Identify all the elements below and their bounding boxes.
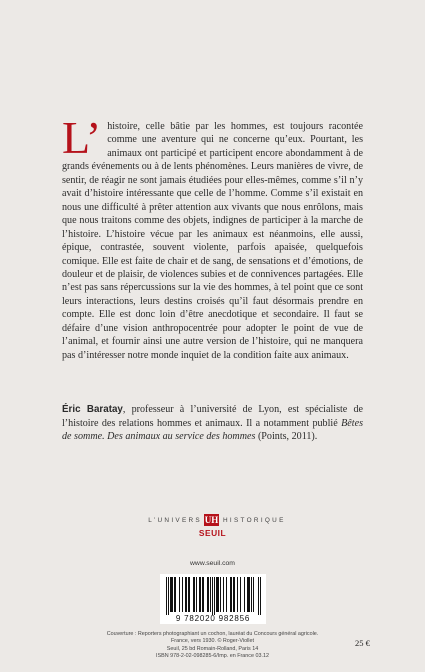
drop-cap: L’ bbox=[62, 112, 102, 163]
credit-line: ISBN 978-2-02-098285-6/Imp. en France 03.12 bbox=[156, 652, 269, 659]
credit-line: Couverture : Reporters photographiant un cochon, lauréat du Concours général agricole. bbox=[106, 631, 319, 637]
collection-emblem: UH bbox=[204, 515, 219, 525]
barcode-bar bbox=[166, 577, 167, 615]
author-bio bbox=[62, 403, 363, 444]
barcode-bar bbox=[260, 577, 261, 615]
publisher-name: SEUIL bbox=[198, 528, 227, 538]
barcode-bar bbox=[207, 577, 208, 612]
publisher-website: www.seuil.com bbox=[190, 560, 235, 567]
barcode-bar bbox=[182, 577, 183, 612]
author-name: Éric Baratay bbox=[62, 404, 123, 415]
barcode-bar bbox=[237, 577, 238, 612]
barcode-bar bbox=[203, 577, 204, 612]
barcode-bar bbox=[175, 577, 176, 612]
barcode-bar bbox=[172, 577, 173, 612]
barcode-bar bbox=[185, 577, 186, 612]
barcode-bar bbox=[251, 577, 252, 612]
barcode-bar bbox=[214, 577, 215, 615]
barcode-bar bbox=[200, 577, 201, 612]
collection-logo bbox=[80, 514, 345, 546]
barcode-graphic bbox=[160, 574, 266, 624]
credit-line: Seuil, 25 bd Romain-Rolland, Paris 14 bbox=[166, 645, 259, 652]
barcode-bar bbox=[189, 577, 190, 612]
credit-line: France, vers 1930. © Roger-Viollet bbox=[171, 638, 254, 645]
barcode-bar bbox=[244, 577, 245, 612]
barcode-bar bbox=[240, 577, 241, 612]
barcode-bar bbox=[194, 577, 195, 612]
author-bio-part1: , professeur à l’université de Lyon, est spécialiste de l’histoire des relations hommes et animaux. Il a notamment publié bbox=[62, 404, 364, 429]
barcode-bar bbox=[216, 577, 217, 612]
price-label: 25 € bbox=[355, 638, 370, 648]
barcode-bar bbox=[202, 577, 203, 612]
barcode-bar bbox=[226, 577, 227, 612]
barcode-bar bbox=[193, 577, 194, 612]
barcode-bar bbox=[212, 577, 213, 615]
collection-name-right: HISTORIQUE bbox=[223, 517, 286, 524]
barcode-bar bbox=[253, 577, 254, 612]
barcode-bar bbox=[168, 577, 169, 615]
barcode-bar bbox=[258, 577, 259, 615]
isbn-barcode bbox=[160, 574, 266, 624]
barcode-bar bbox=[217, 577, 218, 612]
synopsis-body: histoire, celle bâtie par les hommes, est toujours racontée comme une aventure qui ne concerne qu’eux. Pourtant, les animaux ont participé et participent encore abondamment à de grands événements ou à de lents phénomènes. Leurs manières de vivre, de sentir, de réagir ne sont jamais étudiées pour elles-mêmes, comme s’il n’y avait d’histoire intéressante que celle de l’homme. Comme s’il existait en nous une difficulté à prêter attention aux vivants que nous enrôlons, mais que nous traitons comme des objets, indignes de participer à la marche de l’histoire. L’histoire vécue par les animaux est néanmoins, elle aussi, épique, contrastée, souvent violente, parfois apaisée, quelquefois comique. Elle est faite de chair et de sang, de sensations et d’émotions, de douleur et de plaisir, de violences subies et de connivences partagées. Elle n’est pas sans répercussions sur la vie des hommes, à tel point que ce sont leurs interactions, leurs destins croisés qu’il faut désormais prendre en compte. Elle est donc loin d’être anecdotique et secondaire. Il faut se défaire d’une vision anthropocentrée pour adopter le point de vue de l’animal, et fournir ainsi une autre version de l’histoire, qui ne manquera pas d’intéresser notre monde inquiet de la condition faite aux animaux. bbox=[62, 121, 363, 361]
barcode-bar bbox=[199, 577, 200, 612]
barcode-bar bbox=[210, 577, 211, 612]
barcode-bar bbox=[186, 577, 187, 612]
barcode-bar bbox=[179, 577, 180, 612]
barcode-bar bbox=[188, 577, 189, 612]
barcode-bar bbox=[220, 577, 221, 612]
barcode-bar bbox=[174, 577, 175, 612]
barcode-bar bbox=[249, 577, 250, 612]
collection-name-left: L’UNIVERS bbox=[148, 517, 202, 524]
barcode-bar bbox=[170, 577, 171, 612]
barcode-bar bbox=[231, 577, 232, 612]
synopsis-text bbox=[62, 112, 363, 362]
author-book-title: Bêtes de somme. Des animaux au service des hommes bbox=[62, 417, 363, 442]
author-bio-part2: (Points, 2011). bbox=[255, 431, 318, 442]
barcode-bar bbox=[171, 577, 172, 612]
barcode-bar bbox=[218, 577, 219, 612]
barcode-bar bbox=[230, 577, 231, 612]
barcode-bar bbox=[247, 577, 248, 612]
barcode-bar bbox=[223, 577, 224, 612]
barcode-number: 9 782020 982856 bbox=[175, 614, 251, 623]
barcode-bar bbox=[196, 577, 197, 612]
barcode-bar bbox=[234, 577, 235, 612]
barcode-bar bbox=[248, 577, 249, 612]
barcode-bar bbox=[208, 577, 209, 612]
barcode-bar bbox=[233, 577, 234, 612]
